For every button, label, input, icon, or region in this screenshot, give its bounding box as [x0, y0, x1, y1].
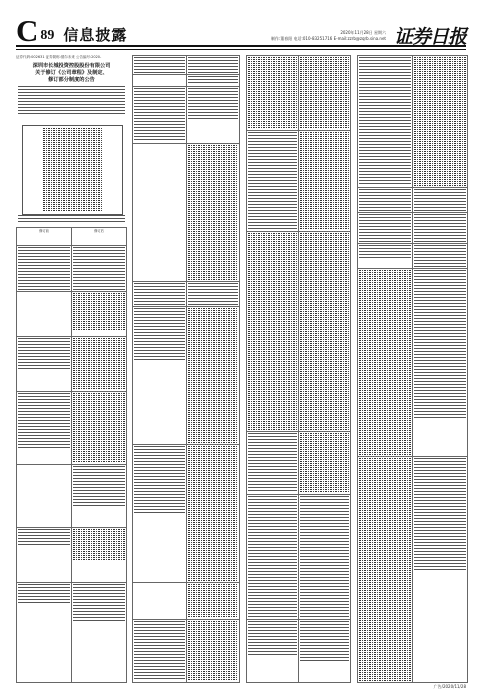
contact-line: 制作:董春阳 电话:010-83251716 E-mail:zzrb@zqrb.sina.net: [270, 35, 386, 41]
page-stamp: 广告/2020/11/28: [433, 684, 466, 689]
col-after-label: 修订后: [94, 229, 104, 233]
list-note: [18, 215, 125, 223]
section-letter: C: [16, 13, 39, 48]
page-number: 89: [40, 28, 55, 43]
title-line-2: 修订部分制度的公告: [48, 77, 95, 83]
announcement-code: 证券代码:002631 证券简称:德尔未来 公告编号:2020-: [16, 55, 102, 59]
announcement-intro: [18, 86, 125, 116]
company-name: 深圳市长城投资控股股份有限公司: [32, 63, 111, 69]
column-3: [246, 55, 351, 683]
issue-meta: [271, 30, 386, 42]
column-2: [132, 55, 240, 683]
issue-date: 2020年11月28日 星期六: [340, 29, 386, 35]
attachment-list-body: [43, 128, 102, 212]
section-title: 信息披露: [63, 26, 128, 44]
masthead-rule: [16, 45, 466, 47]
attachment-list: [22, 125, 123, 215]
announcement-title: [16, 59, 127, 84]
masthead-rule-thin: [16, 49, 466, 50]
masthead-left: [16, 13, 128, 48]
newspaper-logo: 证券日报: [393, 26, 466, 48]
col-before-label: 修订前: [39, 229, 49, 233]
title-line-1: 关于修订《公司章程》及制定、: [35, 70, 108, 76]
column-4: [357, 55, 468, 683]
column-1: [16, 55, 127, 683]
revision-table-1: [16, 227, 127, 683]
